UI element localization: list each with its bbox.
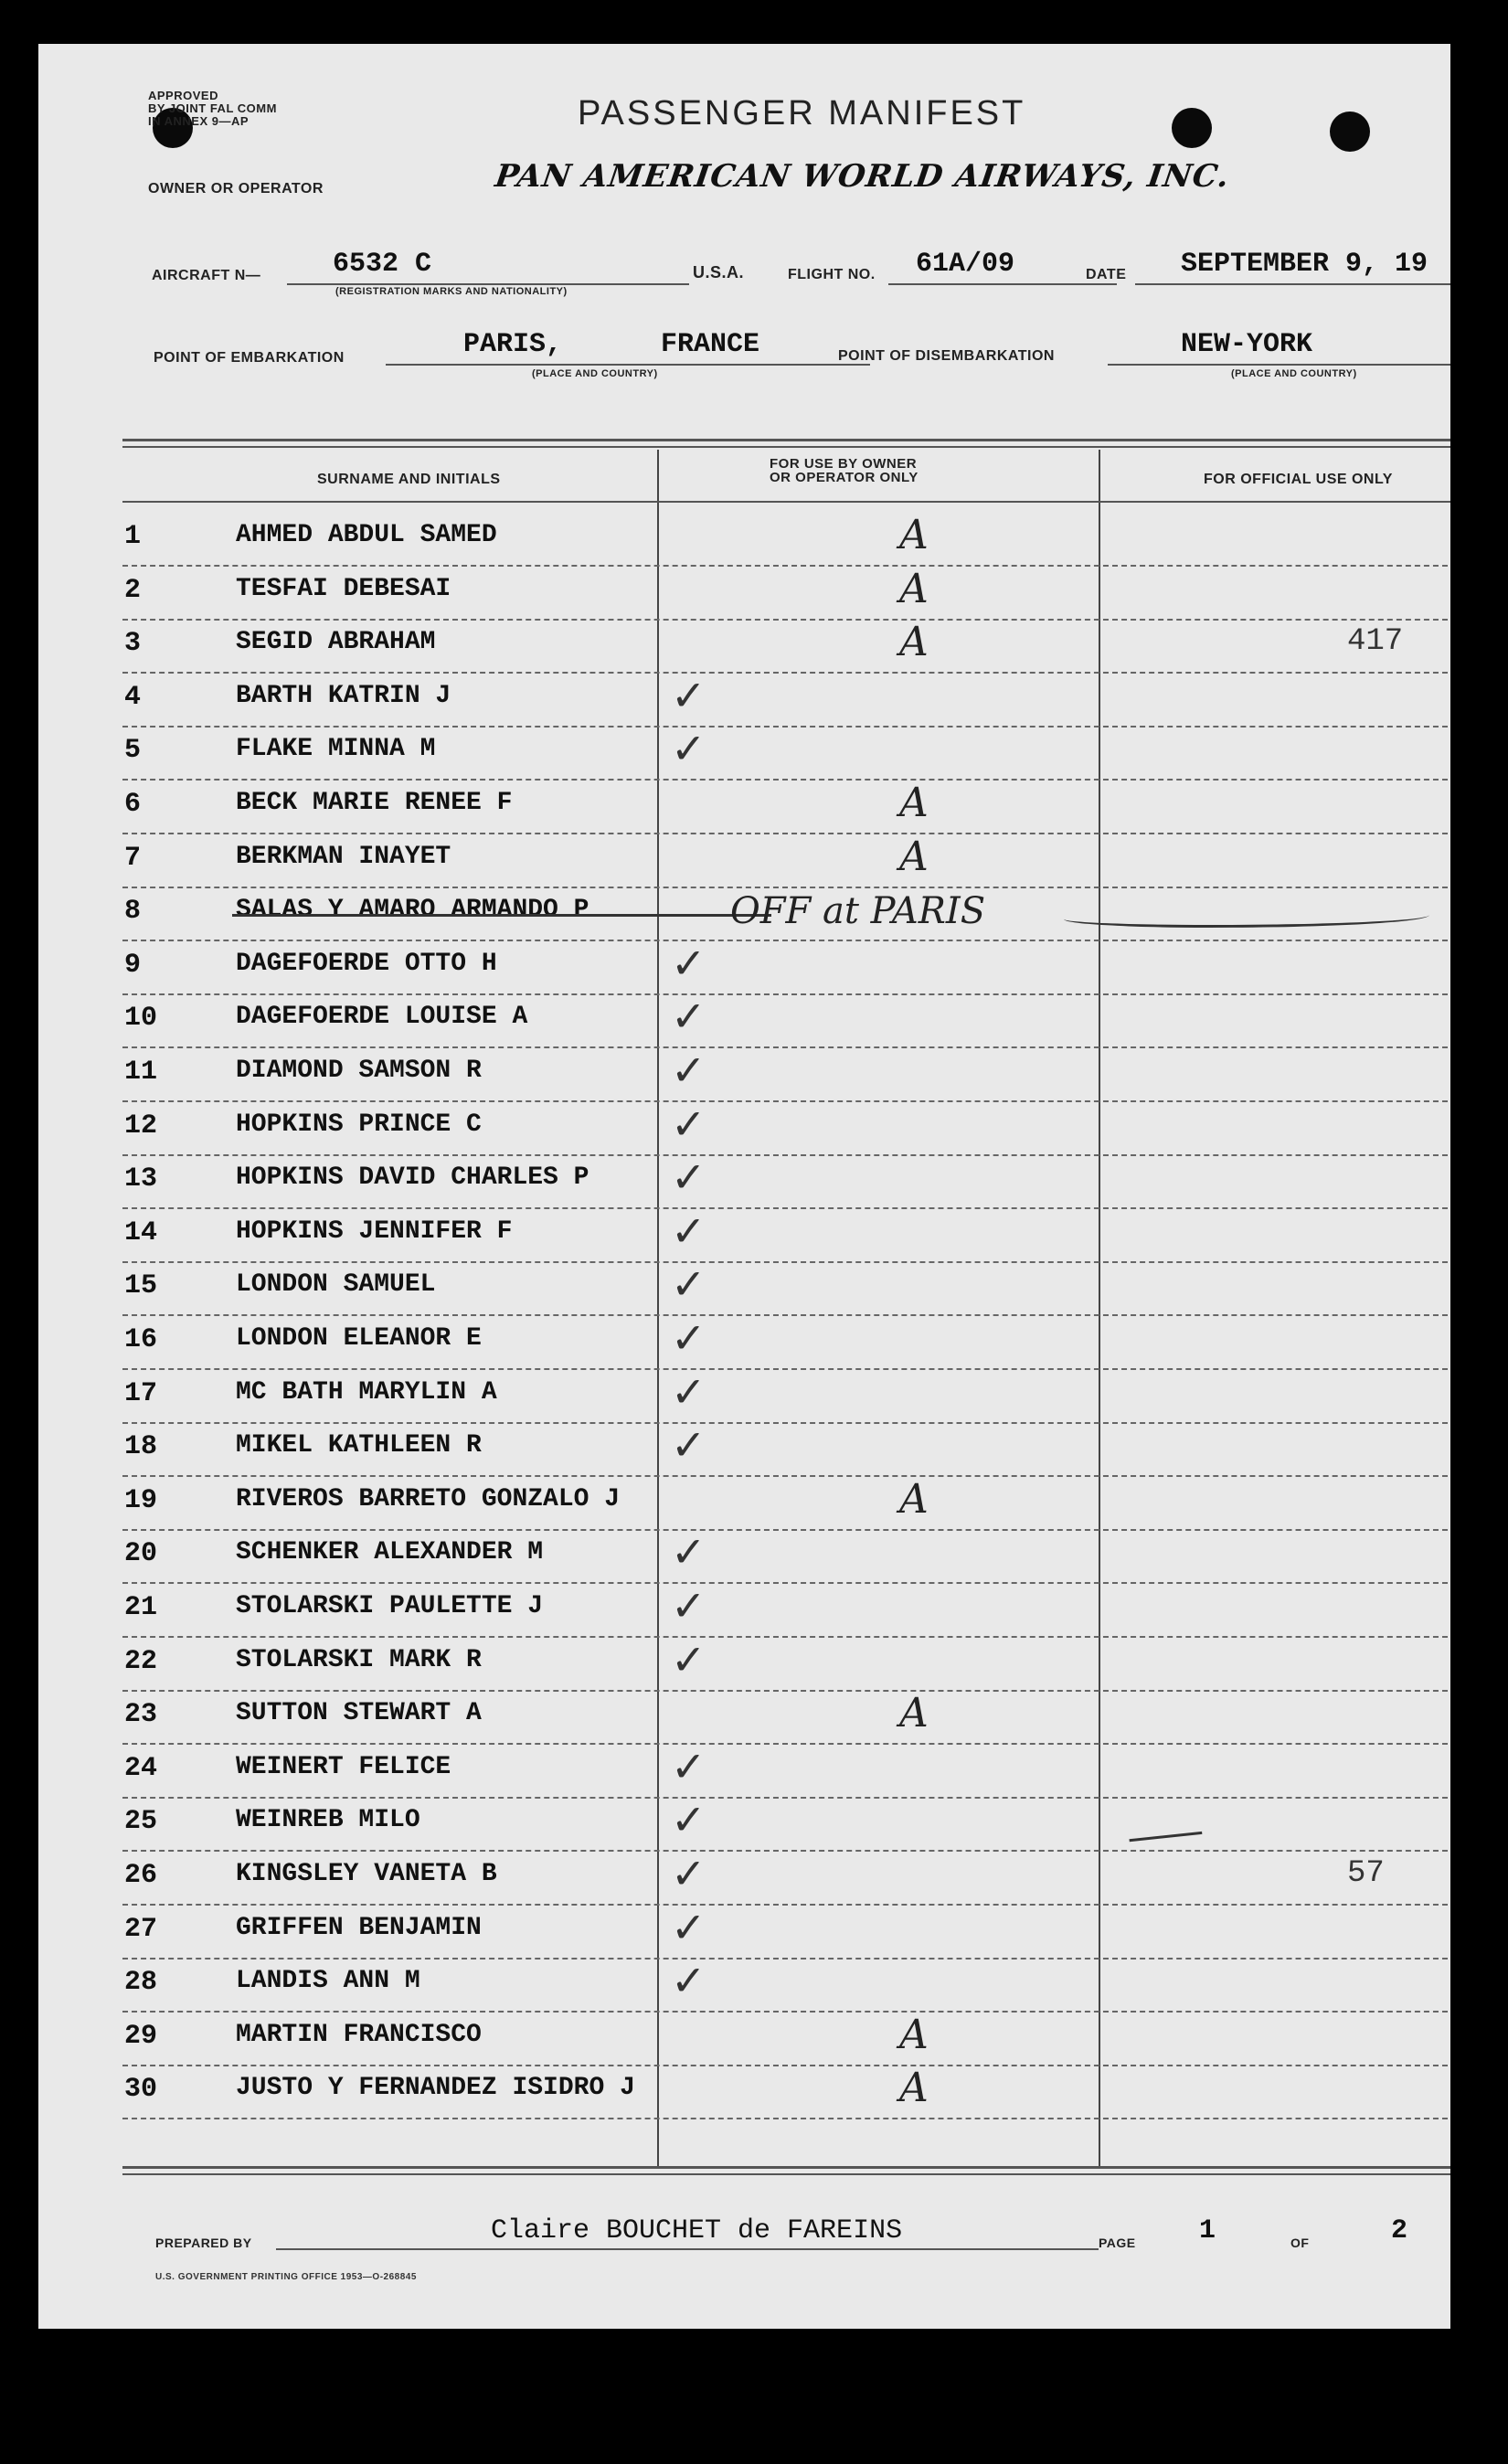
row-rule	[122, 1207, 1448, 1209]
table-row	[122, 1690, 1448, 1747]
check-mark: ✓	[671, 992, 706, 1042]
row-rule	[122, 619, 1448, 621]
passenger-name: DAGEFOERDE LOUISE A	[236, 1003, 528, 1032]
col-operator-header: FOR USE BY OWNER OR OPERATOR ONLY	[770, 456, 919, 485]
table-bottom-rule-2	[122, 2173, 1450, 2175]
check-mark: ✓	[671, 1902, 706, 1952]
row-rule	[122, 2011, 1448, 2013]
passenger-name: KINGSLEY VANETA B	[236, 1860, 497, 1888]
passenger-name: BERKMAN INAYET	[236, 842, 451, 871]
passenger-name: WEINERT FELICE	[236, 1752, 451, 1781]
row-rule	[122, 779, 1448, 781]
aircraft-sublabel: (REGISTRATION MARKS AND NATIONALITY)	[335, 286, 568, 297]
row-number: 23	[124, 1699, 158, 1731]
manifest-sheet	[38, 44, 1450, 2329]
operator-mark: A	[899, 780, 929, 826]
table-row	[122, 1475, 1448, 1533]
row-rule	[122, 1261, 1448, 1263]
row-number: 4	[124, 681, 142, 713]
table-row	[122, 833, 1448, 890]
flight-value: 61A/09	[916, 249, 1015, 280]
row-rule	[122, 1475, 1448, 1477]
row-number: 9	[124, 949, 142, 981]
check-mark: ✓	[671, 1152, 706, 1203]
row-number: 27	[124, 1913, 158, 1945]
passenger-name: DAGEFOERDE OTTO H	[236, 949, 497, 978]
passenger-name: LONDON ELEANOR E	[236, 1324, 482, 1353]
passenger-name: DIAMOND SAMSON R	[236, 1057, 482, 1085]
row-rule	[122, 672, 1448, 674]
passenger-name: SCHENKER ALEXANDER M	[236, 1538, 544, 1567]
row-rule	[122, 726, 1448, 728]
row-rule	[122, 1636, 1448, 1638]
row-rule	[122, 833, 1448, 834]
passenger-name: STOLARSKI MARK R	[236, 1645, 482, 1674]
row-number: 8	[124, 896, 142, 928]
row-rule	[122, 993, 1448, 995]
row-rule	[122, 1904, 1448, 1906]
page-number: 1	[1199, 2215, 1216, 2246]
embarkation-value: PARIS, FRANCE	[463, 329, 760, 360]
check-mark: ✓	[671, 1956, 706, 2006]
flight-label: FLIGHT NO.	[788, 267, 876, 282]
check-mark: ✓	[671, 1527, 706, 1577]
table-row	[122, 565, 1448, 622]
table-row	[122, 512, 1448, 568]
passenger-name: HOPKINS PRINCE C	[236, 1110, 482, 1139]
check-mark: ✓	[671, 1046, 706, 1095]
table-row	[122, 1795, 1448, 1853]
operator-mark: A	[899, 512, 929, 558]
row-number: 13	[124, 1163, 158, 1195]
passenger-name: BECK MARIE RENEE F	[236, 789, 513, 817]
row-number: 19	[124, 1484, 158, 1516]
passenger-name: FLAKE MINNA M	[236, 735, 436, 764]
passenger-name: MIKEL KATHLEEN R	[236, 1431, 482, 1460]
table-row	[122, 1634, 1448, 1694]
row-rule	[122, 1154, 1448, 1156]
punch-hole	[1172, 108, 1212, 148]
check-mark: ✓	[671, 1099, 706, 1149]
table-row	[122, 1099, 1448, 1158]
row-number: 26	[124, 1860, 158, 1891]
disembarkation-value: NEW-YORK	[1181, 329, 1313, 360]
row-number: 6	[124, 789, 142, 820]
passenger-name: HOPKINS DAVID CHARLES P	[236, 1163, 589, 1193]
col-official-header: FOR OFFICIAL USE ONLY	[1204, 472, 1393, 487]
owner-operator-label: OWNER OR OPERATOR	[148, 181, 324, 196]
row-rule	[122, 1529, 1448, 1531]
operator-mark: A	[899, 1475, 929, 1523]
row-number: 5	[124, 735, 142, 767]
passenger-name: TESFAI DEBESAI	[236, 574, 451, 603]
table-row	[122, 1420, 1448, 1479]
table-row	[122, 619, 1448, 675]
check-mark: ✓	[671, 1795, 706, 1845]
row-number: 16	[124, 1324, 158, 1355]
punch-hole	[1330, 112, 1370, 152]
table-row	[122, 938, 1448, 997]
passenger-name: SALAS Y AMARO ARMANDO P	[236, 896, 589, 925]
page-title: PASSENGER MANIFEST	[578, 94, 1026, 133]
table-row	[122, 780, 1448, 836]
row-remark: OFF at PARIS	[730, 890, 986, 933]
row-number: 30	[124, 2074, 158, 2106]
col-surname-header: SURNAME AND INITIALS	[317, 472, 501, 487]
aircraft-value: 6532 C	[333, 249, 432, 280]
table-row	[122, 1849, 1448, 1907]
strike-through-line	[232, 914, 771, 917]
check-mark: ✓	[671, 670, 706, 720]
check-mark: ✓	[671, 1581, 706, 1630]
row-rule	[122, 887, 1448, 888]
table-row	[122, 1152, 1448, 1211]
remark-tail-stroke	[1064, 907, 1429, 928]
official-note: 57	[1347, 1856, 1385, 1891]
disembarkation-sublabel: (PLACE AND COUNTRY)	[1231, 368, 1357, 379]
operator-mark: A	[899, 1690, 929, 1737]
row-number: 24	[124, 1752, 158, 1784]
row-rule	[122, 2118, 1448, 2119]
row-rule	[122, 565, 1448, 567]
disembarkation-rule	[1108, 364, 1450, 366]
embarkation-sublabel: (PLACE AND COUNTRY)	[532, 368, 658, 379]
table-row	[122, 1527, 1448, 1586]
passenger-name: LANDIS ANN M	[236, 1967, 420, 1996]
check-mark: ✓	[671, 1741, 706, 1791]
approval-note: APPROVED BY JOINT FAL COMM IN ANNEX 9—AP	[148, 89, 277, 128]
passenger-name: RIVEROS BARRETO GONZALO J	[236, 1484, 621, 1513]
embarkation-rule	[386, 364, 870, 366]
prepared-rule	[276, 2248, 1099, 2250]
table-row	[122, 1956, 1448, 2014]
passenger-name: SUTTON STEWART A	[236, 1699, 482, 1728]
table-row	[122, 1046, 1448, 1104]
form-code: U.S. GOVERNMENT PRINTING OFFICE 1953—O-268845	[155, 2272, 417, 2282]
row-number: 2	[124, 574, 142, 606]
table-row	[122, 2011, 1448, 2068]
passenger-name: AHMED ABDUL SAMED	[236, 521, 497, 549]
disembarkation-label: POINT OF DISEMBARKATION	[838, 348, 1055, 364]
aircraft-rule	[287, 283, 689, 285]
row-rule	[122, 1314, 1448, 1316]
passenger-name: MC BATH MARYLIN A	[236, 1377, 497, 1407]
row-rule	[122, 1690, 1448, 1692]
usa-label: U.S.A.	[693, 263, 745, 281]
row-number: 25	[124, 1806, 158, 1838]
row-number: 11	[124, 1057, 158, 1088]
flight-rule	[888, 283, 1117, 285]
row-number: 17	[124, 1377, 158, 1409]
passenger-name: GRIFFEN BENJAMIN	[236, 1913, 482, 1942]
aircraft-label: AIRCRAFT N—	[152, 268, 261, 283]
table-bottom-rule	[122, 2166, 1450, 2169]
date-rule	[1135, 283, 1450, 285]
row-number: 3	[124, 628, 142, 660]
passenger-name: HOPKINS JENNIFER F	[236, 1216, 513, 1246]
check-mark: ✓	[671, 1634, 706, 1684]
operator-mark: A	[899, 2065, 929, 2112]
row-number: 14	[124, 1216, 158, 1248]
check-mark: ✓	[671, 1849, 706, 1898]
table-row	[122, 724, 1448, 782]
check-mark: ✓	[671, 1420, 706, 1471]
table-row	[122, 1902, 1448, 1961]
passenger-name: SEGID ABRAHAM	[236, 628, 436, 657]
table-row	[122, 1741, 1448, 1800]
table-row	[122, 1581, 1448, 1640]
row-number: 22	[124, 1645, 158, 1677]
table-row	[122, 992, 1448, 1050]
date-label: DATE	[1086, 267, 1127, 282]
table-row	[122, 1259, 1448, 1318]
row-number: 10	[124, 1003, 158, 1035]
table-row	[122, 2065, 1448, 2121]
row-rule	[122, 1046, 1448, 1048]
row-rule	[122, 1797, 1448, 1799]
operator-mark: A	[899, 565, 929, 612]
passenger-name: WEINREB MILO	[236, 1806, 420, 1835]
row-number: 1	[124, 521, 142, 552]
date-value: SEPTEMBER 9, 19	[1181, 249, 1428, 280]
check-mark: ✓	[671, 1205, 706, 1256]
row-number: 15	[124, 1270, 158, 1302]
row-number: 7	[124, 842, 142, 874]
operator-mark: A	[899, 619, 929, 666]
table-top-rule	[122, 439, 1450, 441]
passenger-name: LONDON SAMUEL	[236, 1270, 436, 1300]
table-row	[122, 1313, 1448, 1372]
row-number: 20	[124, 1538, 158, 1570]
check-mark: ✓	[671, 938, 706, 988]
passenger-name: JUSTO Y FERNANDEZ ISIDRO J	[236, 2074, 635, 2103]
header-rule	[122, 501, 1450, 503]
official-note: 417	[1347, 624, 1404, 660]
page-label: PAGE	[1099, 2236, 1136, 2250]
table-top-rule-2	[122, 446, 1450, 448]
table-row	[122, 890, 1448, 943]
row-rule	[122, 940, 1448, 941]
embarkation-label: POINT OF EMBARKATION	[154, 350, 345, 366]
row-rule	[122, 1422, 1448, 1424]
table-row	[122, 670, 1448, 729]
check-mark: ✓	[671, 1313, 706, 1363]
row-rule	[122, 1958, 1448, 1960]
passenger-name: STOLARSKI PAULETTE J	[236, 1592, 544, 1620]
operator-name: PAN AMERICAN WORLD AIRWAYS, INC.	[493, 158, 1232, 195]
passenger-name: BARTH KATRIN J	[236, 681, 451, 710]
prepared-value: Claire BOUCHET de FAREINS	[491, 2215, 903, 2246]
row-rule	[122, 2065, 1448, 2066]
row-rule	[122, 1850, 1448, 1852]
row-number: 28	[124, 1967, 158, 1999]
table-row	[122, 1205, 1448, 1265]
operator-mark: A	[899, 2011, 929, 2058]
row-number: 29	[124, 2020, 158, 2052]
row-number: 18	[124, 1431, 158, 1463]
check-mark: ✓	[671, 724, 706, 774]
row-rule	[122, 1582, 1448, 1584]
prepared-label: PREPARED BY	[155, 2236, 252, 2250]
row-rule	[122, 1100, 1448, 1102]
check-mark: ✓	[671, 1259, 706, 1310]
page-total: 2	[1391, 2215, 1408, 2246]
row-rule	[122, 1368, 1448, 1370]
row-number: 21	[124, 1592, 158, 1623]
passenger-name: MARTIN FRANCISCO	[236, 2020, 482, 2049]
row-number: 12	[124, 1110, 158, 1142]
check-mark: ✓	[671, 1366, 706, 1417]
operator-mark: A	[899, 833, 929, 880]
table-row	[122, 1366, 1448, 1426]
row-rule	[122, 1743, 1448, 1745]
of-label: OF	[1290, 2236, 1310, 2250]
